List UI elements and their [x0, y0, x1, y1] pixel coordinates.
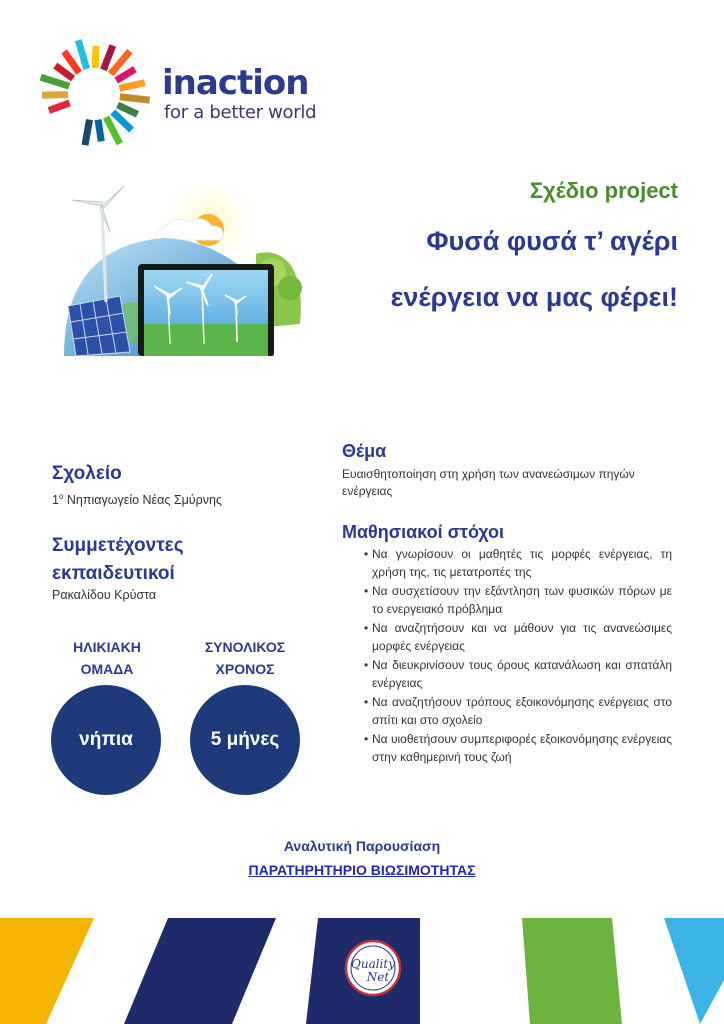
observatory-link[interactable]: ΠΑΡΑΤΗΡΗΤΗΡΙΟ ΒΙΩΣΙΜΟΤΗΤΑΣ — [248, 862, 476, 878]
inaction-logo — [36, 36, 336, 146]
sunburst-ray — [41, 77, 70, 86]
list-item: • Να συσχετίσουν την εξάντληση των φυσικών πόρων με το ενεργειακό πρόβλημα — [342, 582, 672, 618]
logo-subtitle: for a better world — [164, 102, 317, 123]
sunburst-ray — [113, 112, 132, 130]
sunburst-ray — [42, 95, 68, 96]
school-name: $1^o$ Νηπιαγωγείο Νέας Σμύρνης — [52, 492, 222, 508]
band-cyan-stripe — [664, 918, 724, 1024]
band-yellow-stripe — [0, 918, 94, 1024]
sunburst-ray — [55, 66, 73, 79]
age-group-badge: νήπια — [51, 685, 161, 795]
sunburst-ray — [95, 46, 96, 68]
goals-list — [342, 545, 672, 767]
age-group-label: ΗΛΙΚΙΑΚΗ ΟΜΑΔΑ — [73, 639, 141, 677]
analysis-title: Αναλυτική Παρουσίαση — [283, 838, 441, 854]
duration-label: ΣΥΝΟΛΙΚΟΣ ΧΡΟΝΟΣ — [204, 639, 286, 677]
list-item: • Να υιοθετήσουν συμπεριφορές εξοικονόμησης ενέργειας στην καθημερινή τους ζωή — [342, 730, 672, 766]
list-item: • Να γνωρίσουν οι μαθητές τις μορφές ενέργειας, τη χρήση της, τις μετατροπές της — [342, 545, 672, 581]
project-kind: Σχέδιο project — [529, 178, 678, 203]
qualitynet-text-2: Net — [366, 970, 390, 984]
project-title-line1: Φυσά φυσά τ’ αγέρι — [426, 226, 678, 256]
project-title-line2: ενέργεια να μας φέρει! — [390, 282, 678, 312]
topic-heading: Θέμα — [342, 441, 387, 461]
sunburst-ray — [49, 103, 70, 111]
sunburst-ray — [118, 105, 138, 114]
list-item: • Να αναζητήσουν τρόπους εξοικονόμησης ενέργειας στο σπίτι και στο σχολείο — [342, 693, 672, 729]
renewable-energy-illustration — [60, 184, 308, 356]
sunburst-logo-icon — [36, 36, 156, 146]
band-green-stripe — [522, 918, 622, 1024]
sunburst-ray — [85, 120, 90, 146]
decorative-color-band — [0, 918, 724, 1024]
list-item: • Να διευκρινίσουν τους όρους κατανάλωση και σπατάλη ενέργειας — [342, 656, 672, 692]
goals-heading: Μαθησιακοί στόχοι — [342, 522, 504, 542]
duration-badge: 5 μήνες — [190, 685, 300, 795]
teacher-name: Ρακαλίδου Κρύστα — [52, 588, 157, 602]
teachers-heading: Συμμετέχοντες εκπαιδευτικοί — [52, 535, 184, 584]
sunburst-ray — [116, 69, 135, 80]
sunburst-ray — [78, 40, 86, 69]
band-navy-stripe — [124, 918, 276, 1024]
topic-text: Ευαισθητοποίηση στη χρήση των ανανεώσιμων πηγών ενέργειας — [342, 467, 635, 498]
qualitynet-text-1: Quality — [351, 957, 395, 971]
sunburst-ray — [119, 83, 144, 89]
qualitynet-logo — [346, 941, 400, 995]
school-heading: Σχολείο — [52, 463, 122, 484]
logo-title: inaction — [162, 63, 309, 103]
sunburst-ray — [103, 46, 112, 70]
list-item: • Να αναζητήσουν και να μάθουν για τις ανανεώσιμες μορφές ενέργειας — [342, 619, 672, 655]
sunburst-ray — [120, 97, 150, 100]
sunburst-ray — [98, 120, 101, 142]
